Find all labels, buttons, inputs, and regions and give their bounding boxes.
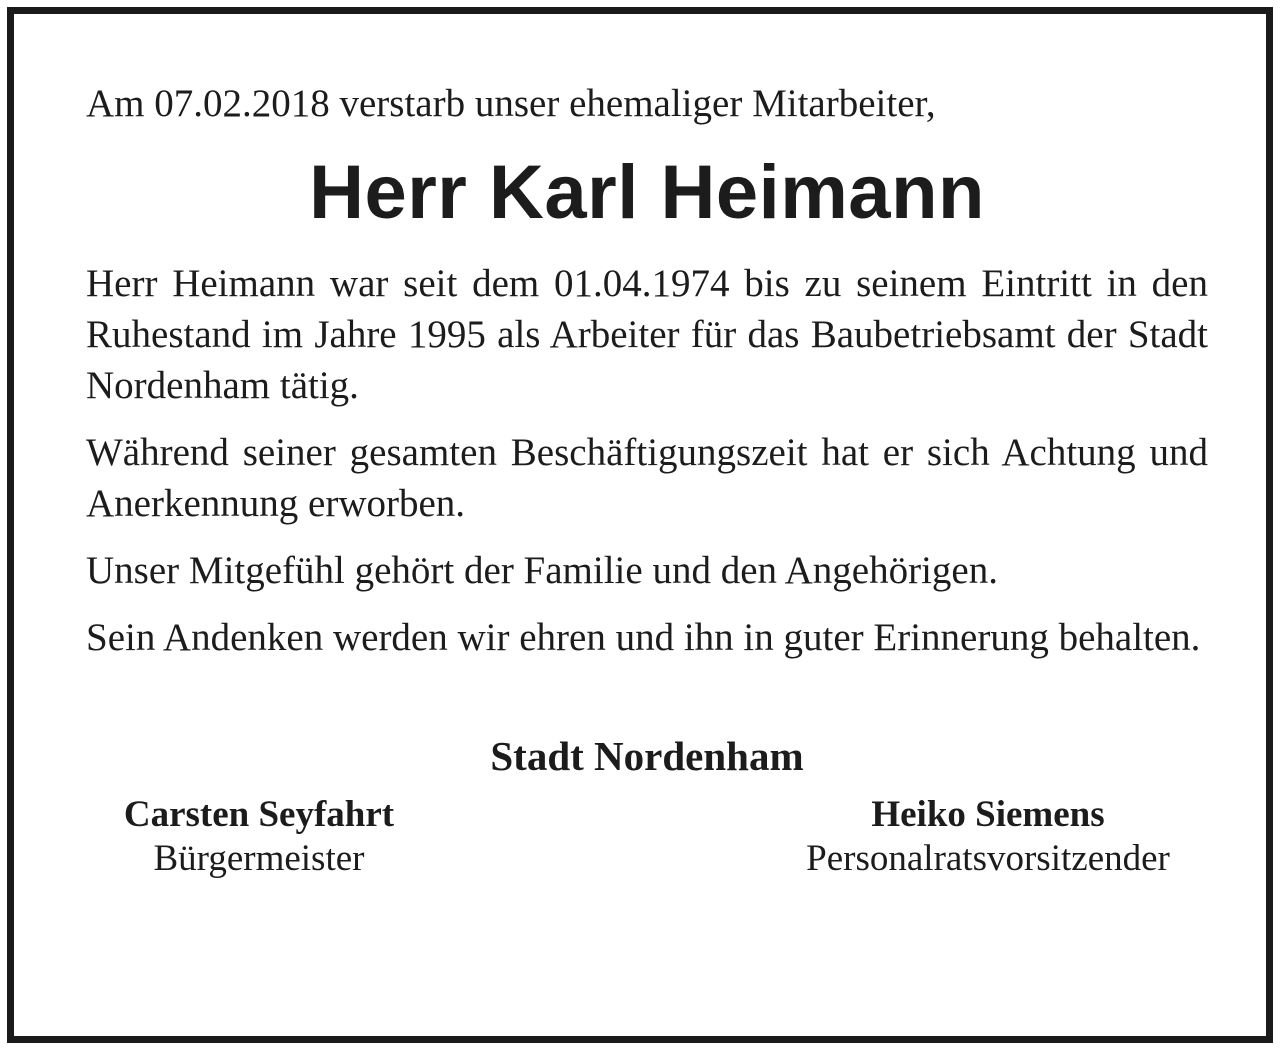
signer-staff-council xyxy=(768,793,1208,881)
signer-name: Carsten Seyfahrt xyxy=(123,794,395,835)
paragraph-respect: Während seiner gesamten Beschäftigungszeit hat er sich Achtung und Anerkennung erworben. xyxy=(86,431,1208,525)
paragraph-condolence: Unser Mitgefühl gehört der Familie und den Angehörigen. xyxy=(86,549,998,592)
notice-frame xyxy=(7,7,1273,1043)
paragraph-employment: Herr Heimann war seit dem 01.04.1974 bis zu seinem Eintritt in den Ruhestand im Jahre 1995 als Arbeiter für das Baubetriebsamt der Stadt Nordenham tätig. xyxy=(86,262,1208,407)
notice-content xyxy=(86,80,1208,893)
signer-name: Heiko Siemens xyxy=(871,794,1105,835)
organization-name: Stadt Nordenham xyxy=(490,733,804,779)
paragraph-remembrance: Sein Andenken werden wir ehren und ihn in guter Erinnerung behalten. xyxy=(86,616,1201,659)
signer-mayor xyxy=(94,793,424,881)
signer-role: Bürgermeister xyxy=(153,838,365,879)
signers xyxy=(86,793,1208,893)
deceased-name: Herr Karl Heimann xyxy=(309,150,985,235)
intro-line: Am 07.02.2018 verstarb unser ehemaliger Mitarbeiter, xyxy=(86,82,936,125)
signer-role: Personalratsvorsitzender xyxy=(806,838,1170,879)
